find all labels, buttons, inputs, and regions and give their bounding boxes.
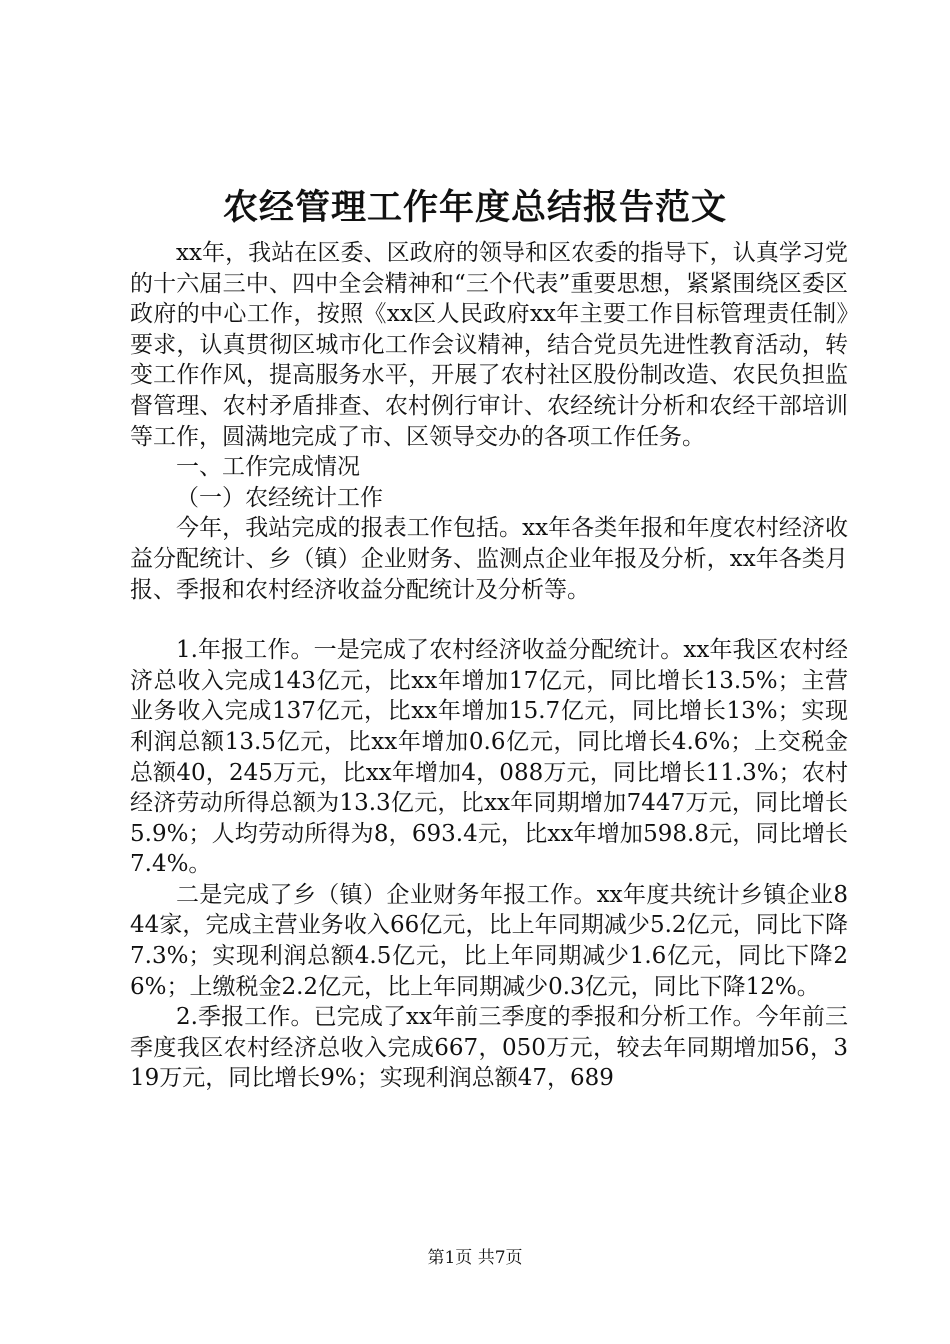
section-heading: 一、工作完成情况 bbox=[176, 454, 360, 481]
document-body bbox=[130, 238, 848, 1094]
annual-report-paragraph: 1.年报工作。一是完成了农村经济收益分配统计。xx年我区农村经济总收入完成143亿元，比xx年增加17亿元，同比增长13.5%；主营业务收入完成137亿元，比xx年增加15.7亿元，同比增长13%；实现利润总额13.5亿元，比xx年增加0.6亿元，同比增长4.6%；上交税金总额40，245万元，比xx年增加4，088万元，同比增长11.3%；农村经济劳动所得总额为13.3亿元，比xx年同期增加7447万元，同比增长5.9%；人均劳动所得为8，693.4元，比xx年增加598.8元，同比增长7.4%。 bbox=[130, 637, 848, 878]
township-enterprise-paragraph: 二是完成了乡（镇）企业财务年报工作。xx年度共统计乡镇企业844家，完成主营业务收入66亿元，比上年同期减少5.2亿元，同比下降7.3%；实现利润总额4.5亿元，比上年同期减少1.6亿元，同比下降26%；上缴税金2.2亿元，比上年同期减少0.3亿元，同比下降12%。 bbox=[130, 881, 848, 1000]
page-footer: 第1页 共7页 bbox=[427, 1248, 523, 1268]
subsection-heading: （一）农经统计工作 bbox=[176, 484, 383, 511]
quarterly-report-paragraph: 2.季报工作。已完成了xx年前三季度的季报和分析工作。今年前三季度我区农村经济总收入完成667，050万元，较去年同期增加56，319万元，同比增长9%；实现利润总额47，689 bbox=[130, 1004, 848, 1092]
intro-paragraph: xx年，我站在区委、区政府的领导和区农委的指导下，认真学习党的十六届三中、四中全会精神和“三个代表”重要思想，紧紧围绕区委区政府的中心工作，按照《xx区人民政府xx年主要工作目标管理责任制》要求，认真贯彻区城市化工作会议精神，结合党员先进性教育活动，转变工作作风，提高服务水平，开展了农村社区股份制改造、农民负担监督管理、农村矛盾排查、农村例行审计、农经统计分析和农经干部培训等工作，圆满地完成了市、区领导交办的各项工作任务。 bbox=[130, 240, 848, 450]
document-title: 农经管理工作年度总结报告范文 bbox=[222, 188, 727, 228]
reports-paragraph: 今年，我站完成的报表工作包括。xx年各类年报和年度农村经济收益分配统计、乡（镇）企业财务、监测点企业年报及分析，xx年各类月报、季报和农村经济收益分配统计及分析等。 bbox=[130, 515, 848, 603]
